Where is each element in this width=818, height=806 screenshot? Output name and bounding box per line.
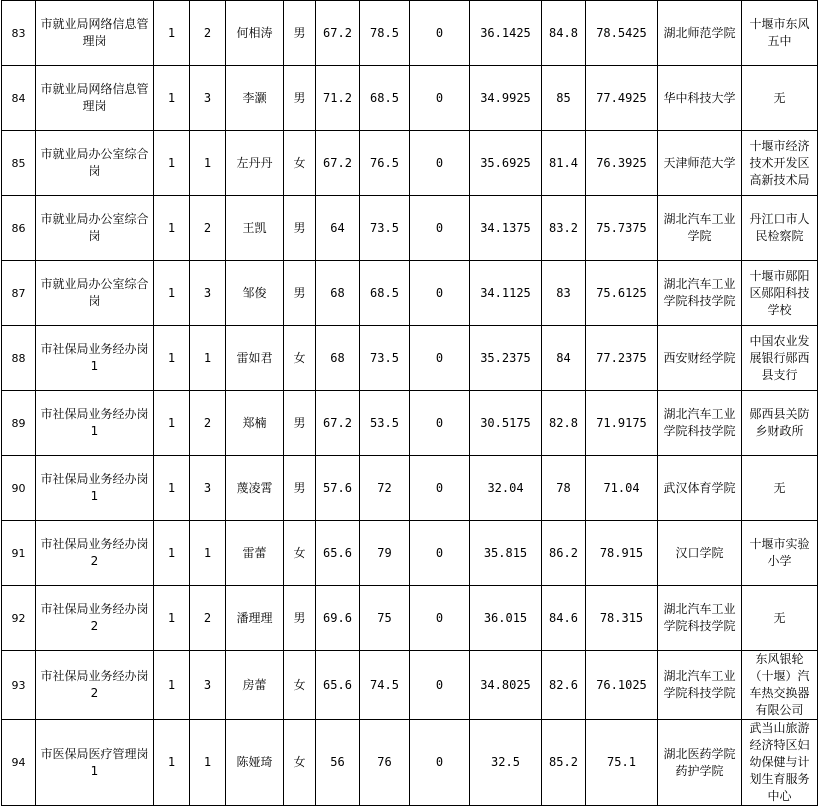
weighted-score-cell: 34.1375: [470, 196, 542, 261]
count-cell: 1: [154, 521, 190, 586]
weighted-score-cell: 30.5175: [470, 391, 542, 456]
test-score-cell: 76: [360, 720, 410, 806]
count-cell: 1: [154, 720, 190, 806]
rank-cell: 3: [190, 66, 226, 131]
table-row: [2, 326, 818, 391]
employer-cell: 十堰市东风五中: [742, 1, 818, 66]
interview-score-cell: 84.6: [542, 586, 586, 651]
count-cell: 1: [154, 66, 190, 131]
total-score-cell: 76.1025: [586, 651, 658, 720]
rank-cell: 1: [190, 326, 226, 391]
total-score-cell: 78.915: [586, 521, 658, 586]
rank-cell: 1: [190, 131, 226, 196]
interview-score-cell: 85.2: [542, 720, 586, 806]
employer-cell: 中国农业发展银行郧西县支行: [742, 326, 818, 391]
test-score-cell: 53.5: [360, 391, 410, 456]
employer-cell: 十堰市经济技术开发区高新技术局: [742, 131, 818, 196]
rank-cell: 3: [190, 651, 226, 720]
rank-cell: 2: [190, 391, 226, 456]
employer-cell: 丹江口市人民检察院: [742, 196, 818, 261]
bonus-cell: 0: [410, 261, 470, 326]
test-score-cell: 76.5: [360, 131, 410, 196]
table-row: [2, 720, 818, 806]
table-row: [2, 586, 818, 651]
gender-cell: 男: [284, 456, 316, 521]
school-cell: 湖北汽车工业学院科技学院: [658, 261, 742, 326]
post-cell: 市就业局办公室综合岗: [36, 196, 154, 261]
seq-cell: 89: [2, 391, 36, 456]
total-score-cell: 78.315: [586, 586, 658, 651]
interview-score-cell: 78: [542, 456, 586, 521]
total-score-cell: 76.3925: [586, 131, 658, 196]
bonus-cell: 0: [410, 391, 470, 456]
total-score-cell: 78.5425: [586, 1, 658, 66]
written-score-cell: 65.6: [316, 651, 360, 720]
test-score-cell: 78.5: [360, 1, 410, 66]
name-cell: 左丹丹: [226, 131, 284, 196]
name-cell: 房蕾: [226, 651, 284, 720]
written-score-cell: 68: [316, 261, 360, 326]
post-cell: 市社保局业务经办岗1: [36, 391, 154, 456]
written-score-cell: 67.2: [316, 391, 360, 456]
gender-cell: 男: [284, 196, 316, 261]
post-cell: 市社保局业务经办岗2: [36, 586, 154, 651]
interview-score-cell: 84.8: [542, 1, 586, 66]
school-cell: 湖北医药学院药护学院: [658, 720, 742, 806]
gender-cell: 男: [284, 66, 316, 131]
test-score-cell: 75: [360, 586, 410, 651]
rank-cell: 2: [190, 1, 226, 66]
rank-cell: 2: [190, 586, 226, 651]
employer-cell: 十堰市实验小学: [742, 521, 818, 586]
employer-cell: 武当山旅游经济特区妇幼保健与计划生育服务中心: [742, 720, 818, 806]
table-row: [2, 651, 818, 720]
count-cell: 1: [154, 131, 190, 196]
post-cell: 市就业局网络信息管理岗: [36, 66, 154, 131]
table-row: [2, 456, 818, 521]
employer-cell: 十堰市郧阳区郧阳科技学校: [742, 261, 818, 326]
bonus-cell: 0: [410, 1, 470, 66]
table-row: [2, 521, 818, 586]
test-score-cell: 74.5: [360, 651, 410, 720]
name-cell: 雷蕾: [226, 521, 284, 586]
written-score-cell: 69.6: [316, 586, 360, 651]
name-cell: 雷如君: [226, 326, 284, 391]
count-cell: 1: [154, 456, 190, 521]
name-cell: 蔑凌霄: [226, 456, 284, 521]
gender-cell: 男: [284, 1, 316, 66]
count-cell: 1: [154, 1, 190, 66]
total-score-cell: 77.4925: [586, 66, 658, 131]
post-cell: 市社保局业务经办岗1: [36, 326, 154, 391]
table-row: [2, 66, 818, 131]
written-score-cell: 57.6: [316, 456, 360, 521]
count-cell: 1: [154, 586, 190, 651]
written-score-cell: 67.2: [316, 131, 360, 196]
interview-score-cell: 83: [542, 261, 586, 326]
rank-cell: 1: [190, 720, 226, 806]
name-cell: 李灏: [226, 66, 284, 131]
table-body: [2, 1, 818, 806]
bonus-cell: 0: [410, 651, 470, 720]
rank-cell: 1: [190, 521, 226, 586]
name-cell: 邹俊: [226, 261, 284, 326]
gender-cell: 女: [284, 131, 316, 196]
name-cell: 郑楠: [226, 391, 284, 456]
seq-cell: 90: [2, 456, 36, 521]
test-score-cell: 72: [360, 456, 410, 521]
post-cell: 市社保局业务经办岗1: [36, 456, 154, 521]
rank-cell: 2: [190, 196, 226, 261]
count-cell: 1: [154, 261, 190, 326]
written-score-cell: 71.2: [316, 66, 360, 131]
seq-cell: 85: [2, 131, 36, 196]
seq-cell: 83: [2, 1, 36, 66]
count-cell: 1: [154, 326, 190, 391]
bonus-cell: 0: [410, 720, 470, 806]
school-cell: 汉口学院: [658, 521, 742, 586]
total-score-cell: 77.2375: [586, 326, 658, 391]
table-row: [2, 261, 818, 326]
interview-score-cell: 82.6: [542, 651, 586, 720]
interview-score-cell: 82.8: [542, 391, 586, 456]
gender-cell: 女: [284, 326, 316, 391]
gender-cell: 女: [284, 651, 316, 720]
school-cell: 湖北汽车工业学院科技学院: [658, 391, 742, 456]
bonus-cell: 0: [410, 521, 470, 586]
test-score-cell: 68.5: [360, 261, 410, 326]
count-cell: 1: [154, 196, 190, 261]
gender-cell: 男: [284, 586, 316, 651]
employer-cell: 东风银轮（十堰）汽车热交换器有限公司: [742, 651, 818, 720]
table-row: [2, 196, 818, 261]
total-score-cell: 75.1: [586, 720, 658, 806]
interview-score-cell: 85: [542, 66, 586, 131]
table-row: [2, 1, 818, 66]
test-score-cell: 73.5: [360, 196, 410, 261]
total-score-cell: 71.9175: [586, 391, 658, 456]
weighted-score-cell: 34.8025: [470, 651, 542, 720]
weighted-score-cell: 32.04: [470, 456, 542, 521]
school-cell: 湖北汽车工业学院: [658, 196, 742, 261]
results-table: [1, 0, 818, 806]
bonus-cell: 0: [410, 586, 470, 651]
post-cell: 市就业局办公室综合岗: [36, 131, 154, 196]
weighted-score-cell: 36.015: [470, 586, 542, 651]
weighted-score-cell: 32.5: [470, 720, 542, 806]
written-score-cell: 65.6: [316, 521, 360, 586]
weighted-score-cell: 35.815: [470, 521, 542, 586]
seq-cell: 94: [2, 720, 36, 806]
total-score-cell: 75.6125: [586, 261, 658, 326]
bonus-cell: 0: [410, 326, 470, 391]
name-cell: 何相涛: [226, 1, 284, 66]
gender-cell: 男: [284, 261, 316, 326]
gender-cell: 男: [284, 391, 316, 456]
name-cell: 陈娅琦: [226, 720, 284, 806]
employer-cell: 无: [742, 66, 818, 131]
written-score-cell: 64: [316, 196, 360, 261]
weighted-score-cell: 35.6925: [470, 131, 542, 196]
school-cell: 湖北汽车工业学院科技学院: [658, 651, 742, 720]
post-cell: 市就业局办公室综合岗: [36, 261, 154, 326]
weighted-score-cell: 34.9925: [470, 66, 542, 131]
employer-cell: 无: [742, 586, 818, 651]
weighted-score-cell: 34.1125: [470, 261, 542, 326]
test-score-cell: 79: [360, 521, 410, 586]
interview-score-cell: 86.2: [542, 521, 586, 586]
seq-cell: 88: [2, 326, 36, 391]
test-score-cell: 68.5: [360, 66, 410, 131]
post-cell: 市社保局业务经办岗2: [36, 651, 154, 720]
post-cell: 市医保局医疗管理岗1: [36, 720, 154, 806]
seq-cell: 84: [2, 66, 36, 131]
bonus-cell: 0: [410, 131, 470, 196]
interview-score-cell: 81.4: [542, 131, 586, 196]
gender-cell: 女: [284, 720, 316, 806]
employer-cell: 无: [742, 456, 818, 521]
written-score-cell: 68: [316, 326, 360, 391]
table-row: [2, 391, 818, 456]
school-cell: 西安财经学院: [658, 326, 742, 391]
rank-cell: 3: [190, 456, 226, 521]
rank-cell: 3: [190, 261, 226, 326]
seq-cell: 93: [2, 651, 36, 720]
school-cell: 武汉体育学院: [658, 456, 742, 521]
gender-cell: 女: [284, 521, 316, 586]
test-score-cell: 73.5: [360, 326, 410, 391]
weighted-score-cell: 36.1425: [470, 1, 542, 66]
bonus-cell: 0: [410, 456, 470, 521]
post-cell: 市就业局网络信息管理岗: [36, 1, 154, 66]
school-cell: 天津师范大学: [658, 131, 742, 196]
school-cell: 湖北汽车工业学院科技学院: [658, 586, 742, 651]
interview-score-cell: 83.2: [542, 196, 586, 261]
seq-cell: 87: [2, 261, 36, 326]
table-row: [2, 131, 818, 196]
employer-cell: 郧西县关防乡财政所: [742, 391, 818, 456]
written-score-cell: 56: [316, 720, 360, 806]
seq-cell: 91: [2, 521, 36, 586]
school-cell: 湖北师范学院: [658, 1, 742, 66]
post-cell: 市社保局业务经办岗2: [36, 521, 154, 586]
written-score-cell: 67.2: [316, 1, 360, 66]
count-cell: 1: [154, 391, 190, 456]
weighted-score-cell: 35.2375: [470, 326, 542, 391]
name-cell: 潘理理: [226, 586, 284, 651]
interview-score-cell: 84: [542, 326, 586, 391]
total-score-cell: 75.7375: [586, 196, 658, 261]
name-cell: 王凯: [226, 196, 284, 261]
total-score-cell: 71.04: [586, 456, 658, 521]
seq-cell: 86: [2, 196, 36, 261]
school-cell: 华中科技大学: [658, 66, 742, 131]
seq-cell: 92: [2, 586, 36, 651]
bonus-cell: 0: [410, 196, 470, 261]
count-cell: 1: [154, 651, 190, 720]
bonus-cell: 0: [410, 66, 470, 131]
